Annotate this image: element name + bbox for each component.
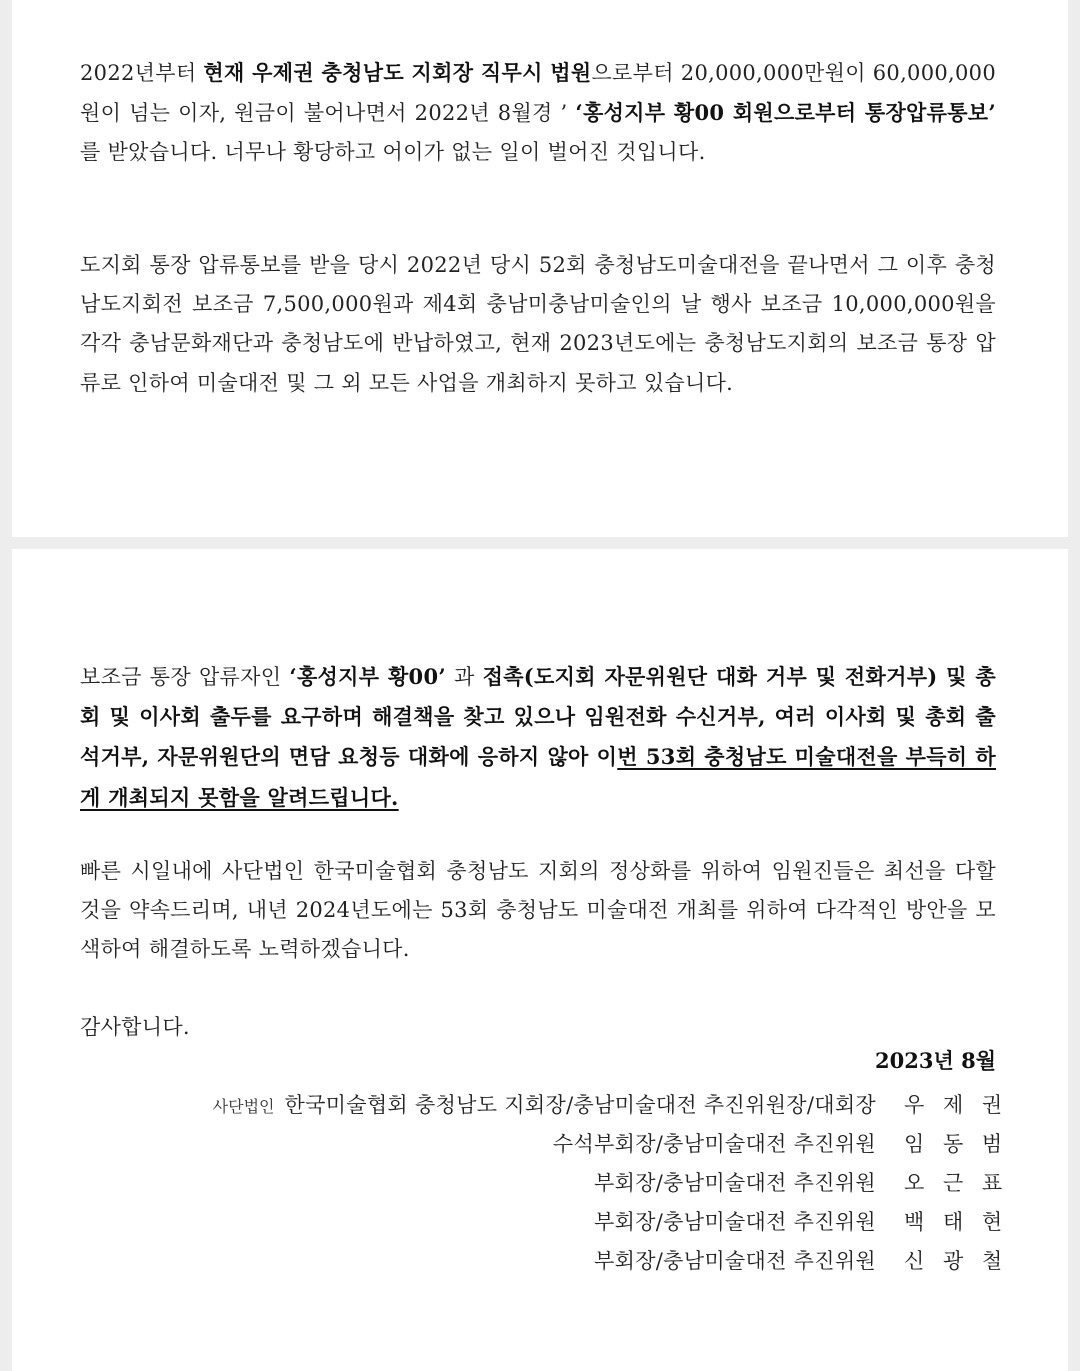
signature-title: 부회장/충남미술대전 추진위원 (594, 1171, 876, 1195)
signature-name: 신 광 철 (904, 1249, 1009, 1273)
paragraph-seizure-notice (80, 53, 996, 173)
signature-row (552, 1128, 1009, 1160)
paragraph-subsidy-return: 도지회 통장 압류통보를 받을 당시 2022년 당시 52회 충청남도미술대전을 끝나면서 그 이후 충청남도지회전 보조금 7,500,000원과 제4회 충남미충남미술인의 날 행사 보조금 10,000,000원을 각각 충남문화재단과 충청남도에 반납하였고, 현재 2023년도에는 충청남도지회의 보조금 통장 압류로 인하여 미술대전 및 그 외 모든 사업을 개최하지 못하고 있습니다. (80, 253, 996, 395)
signature-row (212, 1089, 1009, 1121)
para1-bold-notice: ‘홍성지부 황00 회원으로부터 통장압류통보’ (575, 100, 996, 126)
signature-title: 부회장/충남미술대전 추진위원 (594, 1249, 876, 1273)
signature-name: 백 태 현 (904, 1210, 1009, 1234)
signature-title: 부회장/충남미술대전 추진위원 (594, 1210, 876, 1234)
para3-text-a: 보조금 통장 압류자인 (80, 665, 290, 689)
para3-bold-name: ‘홍성지부 황00’ (289, 664, 446, 689)
signature-name: 임 동 범 (904, 1132, 1009, 1156)
para3-bold-contact: 접촉(도지회 자문위원단 대화 거부 및 전화거부) 및 총회 및 이사회 출두를 요구하며 해결책을 찾고 있으나 임원전화 수신거부, 여러 이사회 및 총회 출석거부, 자문위원단의 면담 요청등 대화에 응하지 않아 이 (80, 664, 996, 770)
letter-date: 2023년 8월 (875, 1048, 996, 1073)
letter-card-top (12, 0, 1068, 537)
signature-name: 우 제 권 (904, 1093, 1009, 1117)
para1-text-b: 으로부터 20,000,000만원이 60,000,000원이 넘는 이자, 원금이 불어나면서 2022년 8월경 ’ (80, 61, 996, 126)
signature-row (594, 1245, 1009, 1277)
para1-bold-court: 현재 우제권 충청남도 지회장 직무시 법원 (203, 60, 592, 85)
signature-row (594, 1167, 1009, 1199)
para3-bold-underlined-announcement: 번 53회 충청남도 미술대전을 부득히 하게 개최되지 못함을 알려드립니다. (80, 744, 996, 810)
paragraph-cancellation (80, 657, 996, 818)
para3-text-b: 과 (445, 665, 483, 689)
signature-row (594, 1206, 1009, 1238)
letter-card-bottom (12, 549, 1068, 1371)
signature-org: 사단법인 (212, 1097, 275, 1116)
para1-text-c: 를 받았습니다. 너무나 황당하고 어이가 없는 일이 벌어진 것입니다. (80, 140, 706, 165)
signature-title: 한국미술협회 충청남도 지회장/충남미술대전 추진위원장/대회장 (284, 1093, 876, 1117)
closing-thanks: 감사합니다. (80, 1015, 190, 1039)
paragraph-promise: 빠른 시일내에 사단법인 한국미술협회 충청남도 지회의 정상화를 위하여 임원진들은 최선을 다할 것을 약속드리며, 내년 2024년도에는 53회 충청남도 미술대전 개최를 위하여 다각적인 방안을 모색하여 해결하도록 노력하겠습니다. (80, 859, 996, 962)
signature-name: 오 근 표 (904, 1171, 1009, 1195)
signature-title: 수석부회장/충남미술대전 추진위원 (552, 1132, 876, 1156)
para1-text-a: 2022년부터 (80, 61, 204, 85)
